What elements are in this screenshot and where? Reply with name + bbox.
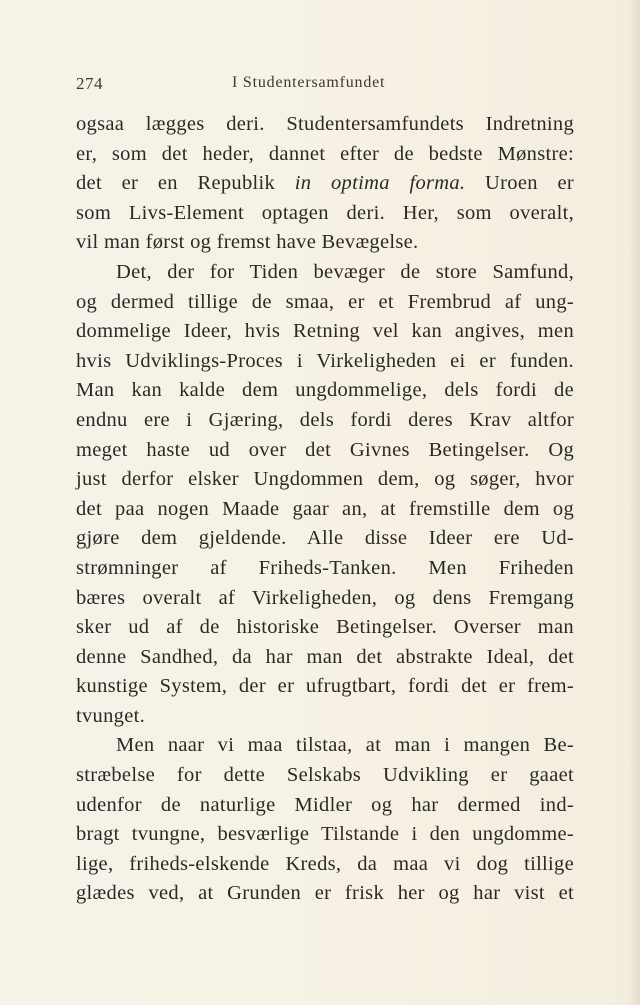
text-line: tvunget. xyxy=(76,704,146,727)
text-line: meget haste ud over det Givnes Betingelser. Og xyxy=(76,438,574,461)
text-line: udenfor de naturlige Midler og har dermed ind- xyxy=(76,793,574,816)
text-line: lige, friheds-elskende Kreds, da maa vi dog tillige xyxy=(76,852,574,875)
running-head xyxy=(76,74,576,98)
section-title: I Studentersamfundet xyxy=(232,74,386,91)
italic-phrase: in optima forma. xyxy=(294,172,466,195)
text-line: denne Sandhed, da har man det abstrakte Ideal, det xyxy=(76,645,574,668)
text-line: sker ud af de historiske Betingelser. Overser man xyxy=(76,616,574,639)
page-number: 274 xyxy=(76,74,103,93)
text-line: det paa nogen Maade gaar an, at fremstille dem og xyxy=(76,497,574,520)
text-line: Man kan kalde dem ungdommelige, dels fordi de xyxy=(76,379,574,402)
text-line: er, som det heder, dannet efter de bedste Mønstre: xyxy=(76,142,574,165)
text-segment: det er en Republik xyxy=(76,172,295,195)
text-line: bragt tvungne, besværlige Tilstande i den ungdomme- xyxy=(76,823,574,846)
text-line: og dermed tillige de smaa, er et Frembrud af ung- xyxy=(76,290,574,313)
text-line: dommelige Ideer, hvis Retning vel kan angives, men xyxy=(76,320,574,343)
text-line: stræbelse for dette Selskabs Udvikling er gaaet xyxy=(76,764,574,787)
text-line: ogsaa lægges deri. Studentersamfundets Indretning xyxy=(76,113,574,135)
text-line: endnu ere i Gjæring, dels fordi deres Krav altfor xyxy=(76,408,574,431)
text-line: vil man først og fremst have Bevægelse. xyxy=(76,231,419,254)
text-line: gjøre dem gjeldende. Alle disse Ideer ere Ud- xyxy=(76,527,574,550)
body-text xyxy=(76,110,574,909)
text-line xyxy=(76,169,574,199)
text-line: Det, der for Tiden bevæger de store Samfund, xyxy=(116,260,574,283)
text-line: just derfor elsker Ungdommen dem, og søger, hvor xyxy=(76,468,574,491)
text-line: som Livs-Element optagen deri. Her, som overalt, xyxy=(76,201,574,224)
page-edge-shadow xyxy=(628,0,640,1005)
text-line: bæres overalt af Virkeligheden, og dens Fremgang xyxy=(76,586,574,609)
text-line: strømninger af Friheds-Tanken. Men Friheden xyxy=(76,556,574,579)
text-segment: Uroen er xyxy=(465,172,575,195)
text-line: Men naar vi maa tilstaa, at man i mangen Be- xyxy=(116,734,574,757)
text-line: hvis Udviklings-Proces i Virkeligheden ei er funden. xyxy=(76,349,574,372)
text-line: glædes ved, at Grunden er frisk her og har vist et xyxy=(76,882,574,905)
text-line: kunstige System, der er ufrugtbart, fordi det er frem- xyxy=(76,675,574,698)
